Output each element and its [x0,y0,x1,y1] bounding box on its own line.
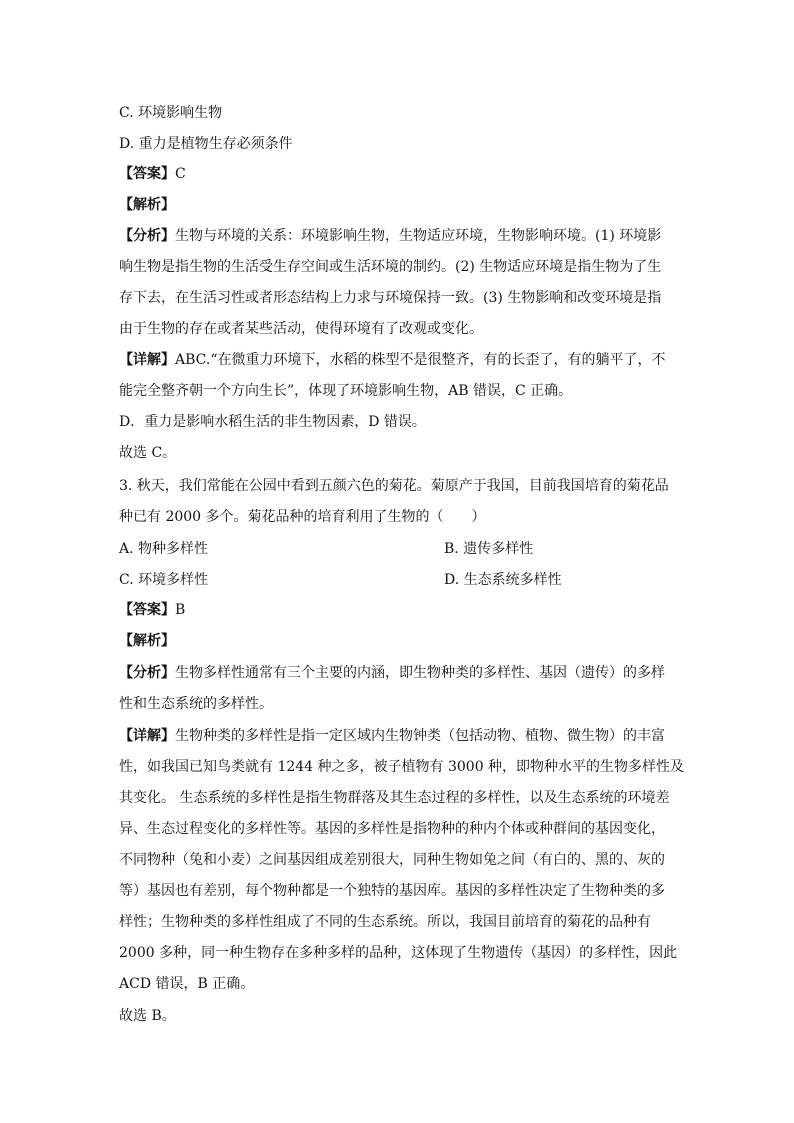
xiangjie-tag: 【详解】 [119,728,175,744]
analysis-heading-q3 [119,631,175,651]
xiangjie-line-2: 能完全整齐朝一个方向生长”，体现了环境影响生物，AB 错误，C 正确。 [119,383,573,399]
answer-value: C [175,166,186,182]
q3-xiangjie-line-7: 样性；生物种类的多样性组成了不同的生态系统。所以，我国目前培育的菊花的品种有 [119,914,651,930]
xiangjie-tag: 【详解】 [119,352,175,368]
answer-line-q2 [119,164,186,184]
xiangjie-line-1 [119,350,665,370]
fenxi-line-1 [119,226,661,246]
answer-line-q3 [119,600,185,620]
conclusion-q2: 故选 C。 [119,445,177,461]
xiangjie-text: ABC.“在微重力环境下，水稻的株型不是很整齐，有的长歪了，有的躺平了，不 [175,352,666,368]
q3-xiangjie-line-5: 不同物种（兔和小麦）之间基因组成差别很大，同种生物如兔之间（有白的、黑的、灰的 [119,852,665,868]
xiangjie-text: 生物种类的多样性是指一定区域内生物钟类（包括动物、植物、微生物）的丰富 [175,728,665,744]
fenxi-tag: 【分析】 [119,228,175,244]
q3-stem-line-1: 3. 秋天，我们常能在公园中看到五颜六色的菊花。菊原产于我国，目前我国培育的菊花品 [119,478,669,494]
answer-value: B [175,602,186,618]
option-c-q3: C. 环境多样性 [119,572,209,588]
q3-xiangjie-line-4: 异、生态过程变化的多样性等。基因的多样性是指物种的种内个体或种群间的基因变化， [119,821,665,837]
q3-xiangjie-line-1 [119,726,665,746]
q3-stem-line-2: 种已有 2000 多个。菊花品种的培育利用了生物的（ ） [119,509,486,525]
fenxi-text: 生物与环境的关系：环境影响生物，生物适应环境，生物影响环境。(1) 环境影 [175,228,662,244]
xiangjie-line-3: D．重力是影响水稻生活的非生物因素，D 错误。 [119,414,426,430]
analysis-heading-q2 [119,195,175,215]
option-d-q2: D. 重力是植物生存必须条件 [119,136,293,152]
fenxi-line-4: 由于生物的存在或者某些活动，使得环境有了改观或变化。 [119,321,483,337]
conclusion-q3: 故选 B。 [119,1008,176,1024]
fenxi-line-3: 存下去，在生活习性或者形态结构上力求与环境保持一致。(3) 生物影响和改变环境是指 [119,290,662,306]
fenxi-text: 生物多样性通常有三个主要的内涵，即生物种类的多样性、基因（遗传）的多样 [175,665,665,681]
answer-tag: 【答案】 [119,602,175,618]
option-d-q3: D. 生态系统多样性 [444,572,562,588]
analysis-tag: 【解析】 [119,633,175,649]
q3-fenxi-line-1 [119,663,665,683]
option-b-q3: B. 遗传多样性 [444,541,534,557]
option-a-q3: A. 物种多样性 [119,541,209,557]
fenxi-tag: 【分析】 [119,665,175,681]
q3-xiangjie-line-2: 性，如我国已知鸟类就有 1244 种之多，被子植物有 3000 种，即物种水平的生物多样性及 [119,759,685,775]
fenxi-line-2: 响生物是指生物的生活受生存空间或生活环境的制约。(2) 生物适应环境是指生物为了生 [119,259,662,275]
option-c-q2: C. 环境影响生物 [119,105,223,121]
q3-xiangjie-line-3: 其变化。 生态系统的多样性是指生物群落及其生态过程的多样性，以及生态系统的环境差 [119,790,670,806]
q3-xiangjie-line-6: 等）基因也有差别，每个物种都是一个独特的基因库。基因的多样性决定了生物种类的多 [119,883,665,899]
analysis-tag: 【解析】 [119,197,175,213]
answer-tag: 【答案】 [119,166,175,182]
q3-fenxi-line-2: 性和生态系统的多样性。 [119,696,273,712]
q3-xiangjie-line-9: ACD 错误，B 正确。 [119,976,255,992]
q3-xiangjie-line-8: 2000 多种，同一种生物存在多种多样的品种，这体现了生物遗传（基因）的多样性，因此 [119,945,678,961]
